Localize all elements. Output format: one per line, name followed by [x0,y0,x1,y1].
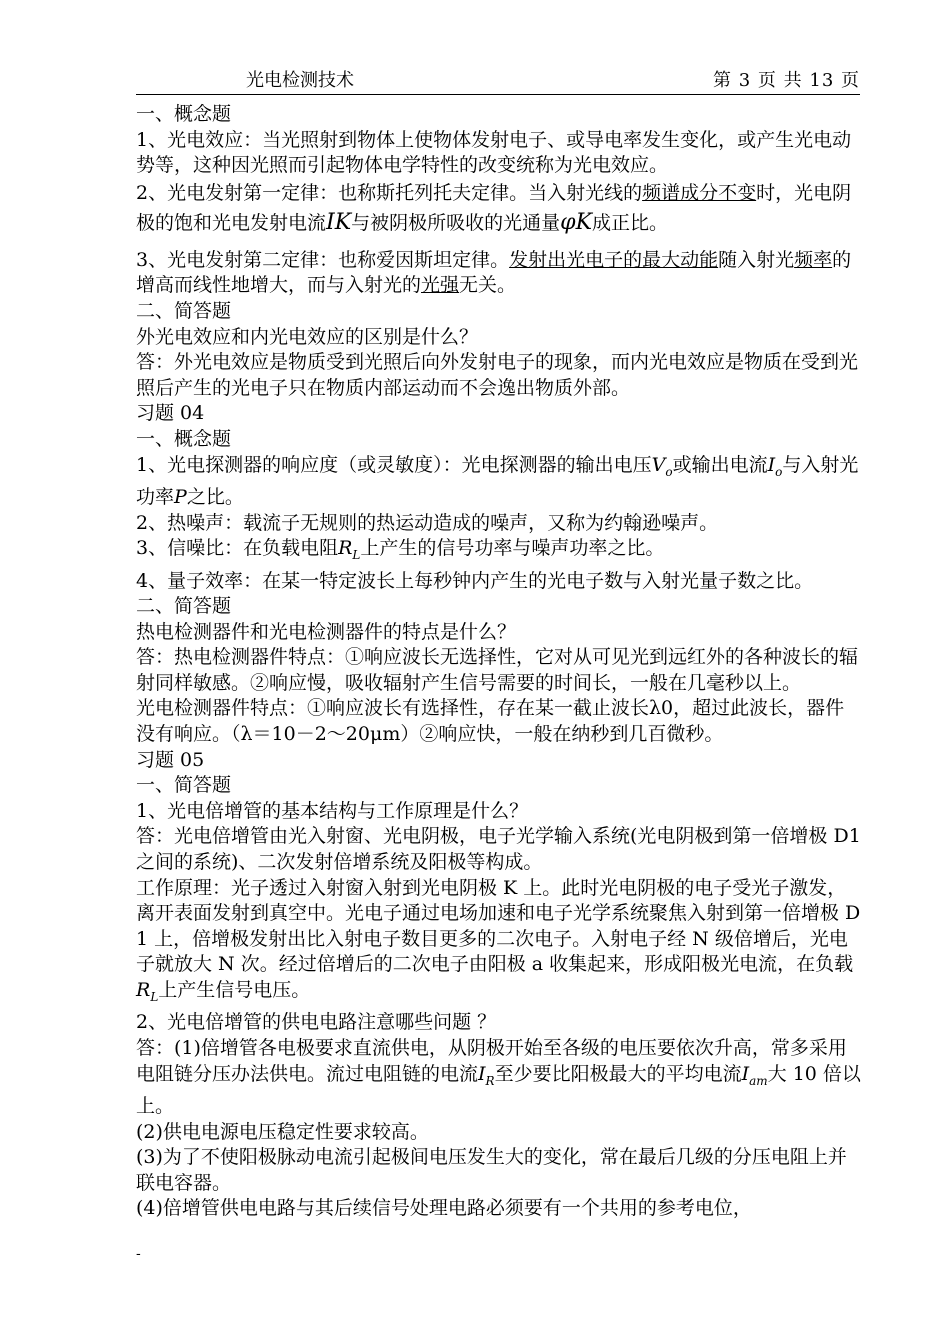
question: 热电检测器件和光电检测器件的特点是什么？ [136,620,517,643]
question: 1、光电倍增管的基本结构与工作原理是什么？ [136,799,529,822]
symbol-io: $I_o$ [767,453,783,479]
underlined-term: 频率 [794,248,833,271]
section-title: 二、简答题 [136,299,232,322]
question: 外光电效应和内光电效应的区别是什么？ [136,325,479,348]
answer: 答：外光电效应是物质受到光照后向外发射电子的现象，而内光电效应是物质在受到光照后产生的光电子只在物质内部运动而不会逸出物质外部。 [136,351,859,399]
answer: 答：热电检测器件特点：①响应波长无选择性，它对从可见光到远红外的各种波长的辐射同样敏感。②响应慢，吸收辐射产生信号需要的时间长，一般在几毫秒以上。 [136,646,859,694]
concept-item-1: 1、光电效应：当光照射到物体上使物体发射电子、或导电率发生变化，或产生光电动势等，这种因光照而引起物体电学特性的改变统称为光电效应。 [136,128,852,177]
document-body [136,102,862,1222]
symbol-phik: φK [560,209,593,235]
section-title: 一、概念题 [136,103,232,125]
underlined-term: 频谱成分不变 [642,181,757,204]
question: 2、光电倍增管的供电电路注意哪些问题 ？ [136,1011,497,1034]
concept-item-3: 3、信噪比：在负载电阻$R_L$上产生的信号功率与噪声功率之比。 [136,537,665,562]
symbol-p: P [174,485,187,508]
symbol-rl: $R_L$ [338,537,361,562]
section-title: 一、概念题 [136,427,232,450]
underlined-term: 发射出光电子的最大动能 [509,248,719,271]
concept-item-3: 3、光电发射第二定律：也称爱因斯坦定律。发射出光电子的最大动能随入射光频率的增高而线性地增大，而与入射光的光强无关。 [136,248,852,297]
page-header [136,66,860,95]
answer: 答：光电倍增管由光入射窗、光电阴极，电子光学输入系统(光电阴极到第一倍增极 D1 之间的系统)、二次发射倍增系统及阳极等构成。 [136,825,861,874]
symbol-rl: $R_L$ [136,979,159,1004]
header-page-info: 第 3 页 共 13 页 [713,70,860,91]
underlined-term: 光强 [421,274,460,297]
answer: (4)倍增管供电电路与其后续信号处理电路必须要有一个共用的参考电位， [136,1197,752,1220]
answer: (3)为了不使阳极脉动电流引起极间电压发生大的变化，常在最后几级的分压电阻上并联电容器。 [136,1146,847,1194]
section-title: 二、简答题 [136,595,232,618]
section-title: 一、简答题 [136,774,232,797]
exercise-title: 习题 05 [136,748,205,771]
footer-mark: - [136,1246,141,1262]
concept-item-1: 1、光电探测器的响应度（或灵敏度）：光电探测器的输出电压$V_o$或输出电流$I_o$与入射光功率P之比。 [136,453,859,508]
concept-item-2: 2、热噪声：载流子无规则的热运动造成的噪声，又称为约翰逊噪声。 [136,511,719,534]
answer: 工作原理：光子透过入射窗入射到光电阴极 K 上。此时光电阴极的电子受光子激发，离开表面发射到真空中。光电子通过电场加速和电子光学系统聚焦入射到第一倍增极 D1 上，倍增极发射出比入射电子数目更多的二次电子。入射电子经 N 级倍增后，光电子就放大 N 次。经过倍增后的二次电子由阳极 a 收集起来，形成阳极光电流，在负载$R_L$上产生信号电压。 [136,876,861,1004]
symbol-ir: $I_R$ [478,1062,495,1088]
answer: 光电检测器件特点：①响应波长有选择性，存在某一截止波长λ0，超过此波长，器件没有响应。（λ＝10－2～20μm）②响应快，一般在纳秒到几百微秒。 [136,697,845,746]
concept-item-2: 2、光电发射第一定律：也称斯托列托夫定律。当入射光线的频谱成分不变时，光电阴极的饱和光电发射电流IK与被阴极所吸收的光通量φK成正比。 [136,181,852,235]
symbol-iam: $I_{am}$ [741,1062,768,1088]
answer: (2)供电电源电压稳定性要求较高。 [136,1120,429,1143]
exercise-title: 习题 04 [136,402,205,425]
header-title: 光电检测技术 [246,70,354,91]
answer: 答：(1)倍增管各电极要求直流供电，从阴极开始至各级的电压要依次升高，常多采用电阻链分压办法供电。流过电阻链的电流$I_R$至少要比阳极最大的平均电流$I_{am}$大 10 倍以上。 [136,1036,861,1117]
symbol-vo: $V_o$ [651,453,673,479]
symbol-ik: IK [326,209,352,235]
concept-item-4: 4、量子效率：在某一特定波长上每秒钟内产生的光电子数与入射光量子数之比。 [136,569,814,592]
